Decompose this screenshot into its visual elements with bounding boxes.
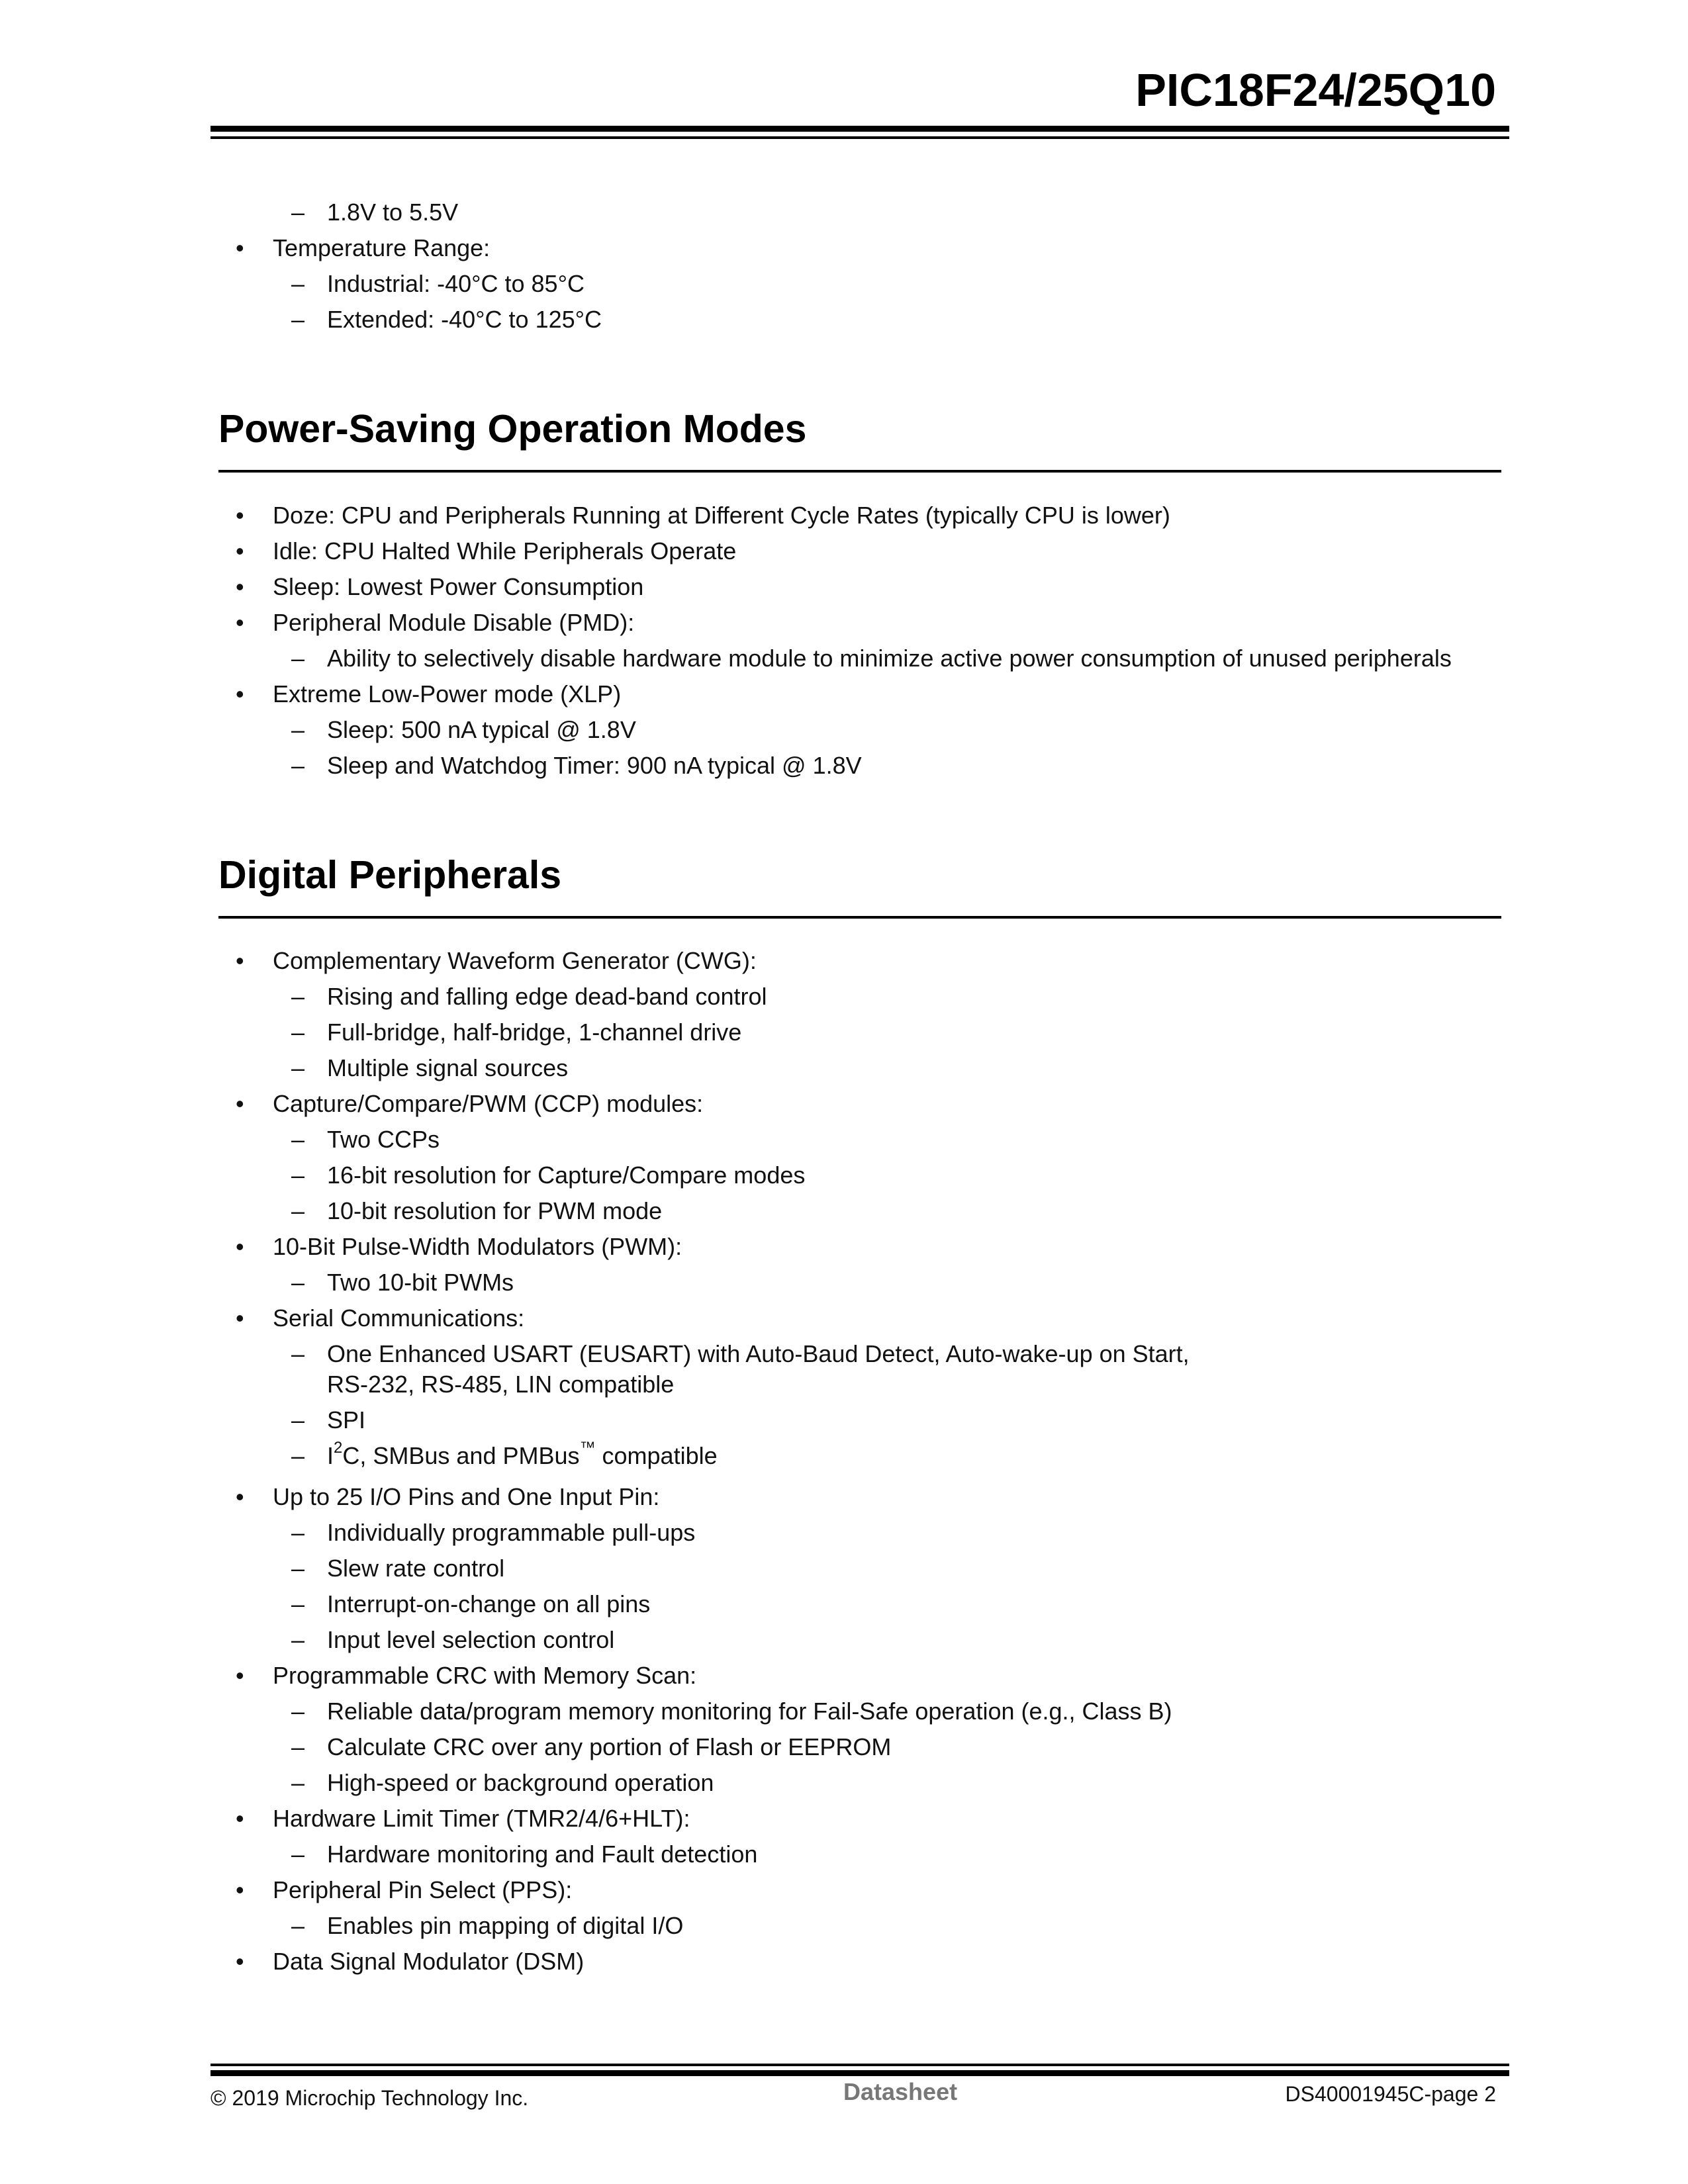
list-item — [218, 943, 1503, 979]
list-item — [218, 1229, 1503, 1265]
list-item-text: High-speed or background operation — [327, 1769, 714, 1796]
dash-marker: – — [291, 1519, 305, 1546]
section-heading-digital-peripherals: Digital Peripherals — [218, 853, 562, 897]
list-item-text: Up to 25 I/O Pins and One Input Pin: — [273, 1483, 660, 1510]
dash-marker: – — [291, 1161, 305, 1189]
list-item-text: Multiple signal sources — [327, 1054, 569, 1081]
list-item-text: One Enhanced USART (EUSART) with Auto-Baud Detect, Auto-wake-up on Start, — [327, 1340, 1190, 1367]
section-rule-power-saving — [218, 470, 1501, 473]
list-item — [218, 230, 1503, 266]
bullet-marker: • — [236, 1483, 244, 1510]
list-item — [218, 1765, 1503, 1801]
header-rule-thick — [211, 126, 1509, 132]
section-rule-digital-peripherals — [218, 916, 1501, 919]
dash-marker: – — [291, 1340, 305, 1367]
bullet-marker: • — [236, 947, 244, 974]
list-item — [218, 748, 1503, 784]
list-item — [218, 1086, 1503, 1122]
list-item-text: 1.8V to 5.5V — [327, 199, 459, 226]
list-item — [218, 1050, 1503, 1086]
dash-marker: – — [291, 1406, 305, 1433]
bullet-marker: • — [236, 1304, 244, 1332]
dash-marker: – — [291, 1698, 305, 1725]
list-item — [218, 1944, 1503, 1979]
list-item — [218, 1622, 1503, 1658]
list-item-text: Enables pin mapping of digital I/O — [327, 1912, 684, 1939]
dash-marker: – — [291, 306, 305, 333]
list-item-text: Sleep and Watchdog Timer: 900 nA typical @ 1.8V — [327, 752, 862, 779]
list-item-text: Extended: -40°C to 125°C — [327, 306, 602, 333]
dash-marker: – — [291, 1197, 305, 1224]
list-item — [218, 676, 1503, 712]
dash-marker: – — [291, 1019, 305, 1046]
dash-marker: – — [291, 1733, 305, 1760]
list-item — [218, 533, 1503, 569]
header-rule-thin — [211, 136, 1509, 139]
dash-marker: – — [291, 1590, 305, 1617]
list-item-text: 16-bit resolution for Capture/Compare modes — [327, 1161, 806, 1189]
bullet-marker: • — [236, 573, 244, 600]
bullet-marker: • — [236, 609, 244, 636]
list-item — [218, 1872, 1503, 1908]
list-item — [218, 1694, 1503, 1729]
dash-marker: – — [291, 1912, 305, 1939]
list-item-text: Peripheral Module Disable (PMD): — [273, 609, 635, 636]
list-item-text: Industrial: -40°C to 85°C — [327, 270, 585, 297]
list-item — [218, 1586, 1503, 1622]
list-item-text: Temperature Range: — [273, 234, 491, 261]
list-item — [218, 1479, 1503, 1515]
list-item — [218, 1438, 1503, 1474]
bullet-marker: • — [236, 234, 244, 261]
footer-rule-thick — [211, 2070, 1509, 2076]
list-item — [218, 641, 1503, 676]
bullet-marker: • — [236, 537, 244, 565]
power-saving-list — [218, 498, 1503, 784]
list-item — [218, 979, 1503, 1015]
list-item-text: Input level selection control — [327, 1626, 615, 1653]
dash-marker: – — [291, 199, 305, 226]
list-item — [218, 1658, 1503, 1694]
list-item-text: Extreme Low-Power mode (XLP) — [273, 680, 622, 707]
list-item-text: Two 10-bit PWMs — [327, 1269, 514, 1296]
footer-copyright: © 2019 Microchip Technology Inc. — [211, 2086, 529, 2110]
list-item-text: Two CCPs — [327, 1126, 440, 1153]
list-item-text: Capture/Compare/PWM (CCP) modules: — [273, 1090, 704, 1117]
footer-rule-thin — [211, 2064, 1509, 2066]
list-item — [218, 1158, 1503, 1193]
list-item-text: Calculate CRC over any portion of Flash or EEPROM — [327, 1733, 892, 1760]
list-item — [218, 498, 1503, 533]
list-item-text: SPI — [327, 1406, 366, 1433]
i2c-suffix: compatible — [595, 1442, 718, 1469]
list-item — [218, 1336, 1503, 1367]
section-heading-power-saving: Power-Saving Operation Modes — [218, 407, 807, 451]
list-item — [218, 712, 1503, 748]
list-item — [218, 1729, 1503, 1765]
trademark-symbol: ™ — [579, 1439, 596, 1457]
i2c-superscript: 2 — [334, 1439, 343, 1457]
bullet-marker: • — [236, 680, 244, 707]
dash-marker: – — [291, 1841, 305, 1868]
list-item — [218, 1551, 1503, 1586]
list-item-text: 10-bit resolution for PWM mode — [327, 1197, 663, 1224]
list-item-text: Peripheral Pin Select (PPS): — [273, 1876, 573, 1903]
list-item — [218, 266, 1503, 302]
list-item-text: Data Signal Modulator (DSM) — [273, 1948, 585, 1975]
bullet-marker: • — [236, 1876, 244, 1903]
dash-marker: – — [291, 983, 305, 1010]
dash-marker: – — [291, 1555, 305, 1582]
list-item-text: Hardware Limit Timer (TMR2/4/6+HLT): — [273, 1805, 690, 1832]
dash-marker: – — [291, 1054, 305, 1081]
bullet-marker: • — [236, 1948, 244, 1975]
list-item-text: 10-Bit Pulse-Width Modulators (PWM): — [273, 1233, 682, 1260]
list-item-text: Complementary Waveform Generator (CWG): — [273, 947, 757, 974]
supply-temperature-list — [218, 195, 1503, 338]
i2c-prefix: I — [327, 1442, 334, 1469]
list-item — [218, 1801, 1503, 1837]
list-item-text: Hardware monitoring and Fault detection — [327, 1841, 758, 1868]
dash-marker: – — [291, 645, 305, 672]
document-title: PIC18F24/25Q10 — [1135, 64, 1496, 116]
list-item — [218, 605, 1503, 641]
list-item-continuation — [218, 1367, 1503, 1402]
list-item-text: Programmable CRC with Memory Scan: — [273, 1662, 697, 1689]
bullet-marker: • — [236, 1662, 244, 1689]
list-item-text: Reliable data/program memory monitoring for Fail-Safe operation (e.g., Class B) — [327, 1698, 1172, 1725]
footer-page-number: DS40001945C-page 2 — [1285, 2082, 1496, 2106]
i2c-middle: C, SMBus and PMBus — [342, 1442, 580, 1469]
list-item — [218, 1837, 1503, 1872]
list-item — [218, 1515, 1503, 1551]
dash-marker: – — [291, 716, 305, 743]
list-item-text: Slew rate control — [327, 1555, 505, 1582]
list-item-text: Sleep: Lowest Power Consumption — [273, 573, 644, 600]
list-item-text: Sleep: 500 nA typical @ 1.8V — [327, 716, 636, 743]
dash-marker: – — [291, 752, 305, 779]
list-item-text: Idle: CPU Halted While Peripherals Operate — [273, 537, 737, 565]
list-item — [218, 302, 1503, 338]
bullet-marker: • — [236, 502, 244, 529]
digital-peripherals-list-b — [218, 1479, 1503, 1979]
list-item — [218, 1908, 1503, 1944]
bullet-marker: • — [236, 1233, 244, 1260]
list-item-i2c — [327, 1438, 718, 1474]
bullet-marker: • — [236, 1805, 244, 1832]
dash-marker: – — [291, 1126, 305, 1153]
list-item — [218, 1300, 1503, 1336]
list-item-text: Doze: CPU and Peripherals Running at Different Cycle Rates (typically CPU is lower) — [273, 502, 1170, 529]
list-item-text: Full-bridge, half-bridge, 1-channel drive — [327, 1019, 742, 1046]
dash-marker: – — [291, 1769, 305, 1796]
list-item — [218, 1015, 1503, 1050]
dash-marker: – — [291, 1442, 305, 1469]
list-item-text: Individually programmable pull-ups — [327, 1519, 696, 1546]
serial-communications-sublist — [218, 1336, 1503, 1474]
list-item — [218, 1122, 1503, 1158]
bullet-marker: • — [236, 1090, 244, 1117]
footer-datasheet-label: Datasheet — [843, 2078, 958, 2105]
dash-marker: – — [291, 1626, 305, 1653]
list-item-text: RS-232, RS-485, LIN compatible — [327, 1371, 675, 1398]
list-item-text: Ability to selectively disable hardware module to minimize active power consumption of unused peripherals — [327, 645, 1452, 672]
dash-marker: – — [291, 1269, 305, 1296]
digital-peripherals-list-a — [218, 943, 1503, 1336]
dash-marker: – — [291, 270, 305, 297]
list-item — [218, 1265, 1503, 1300]
list-item — [218, 569, 1503, 605]
list-item-text: Serial Communications: — [273, 1304, 525, 1332]
list-item — [218, 1402, 1503, 1438]
list-item-text: Interrupt-on-change on all pins — [327, 1590, 651, 1617]
list-item — [218, 195, 1503, 230]
list-item — [218, 1193, 1503, 1229]
list-item-text: Rising and falling edge dead-band control — [327, 983, 767, 1010]
